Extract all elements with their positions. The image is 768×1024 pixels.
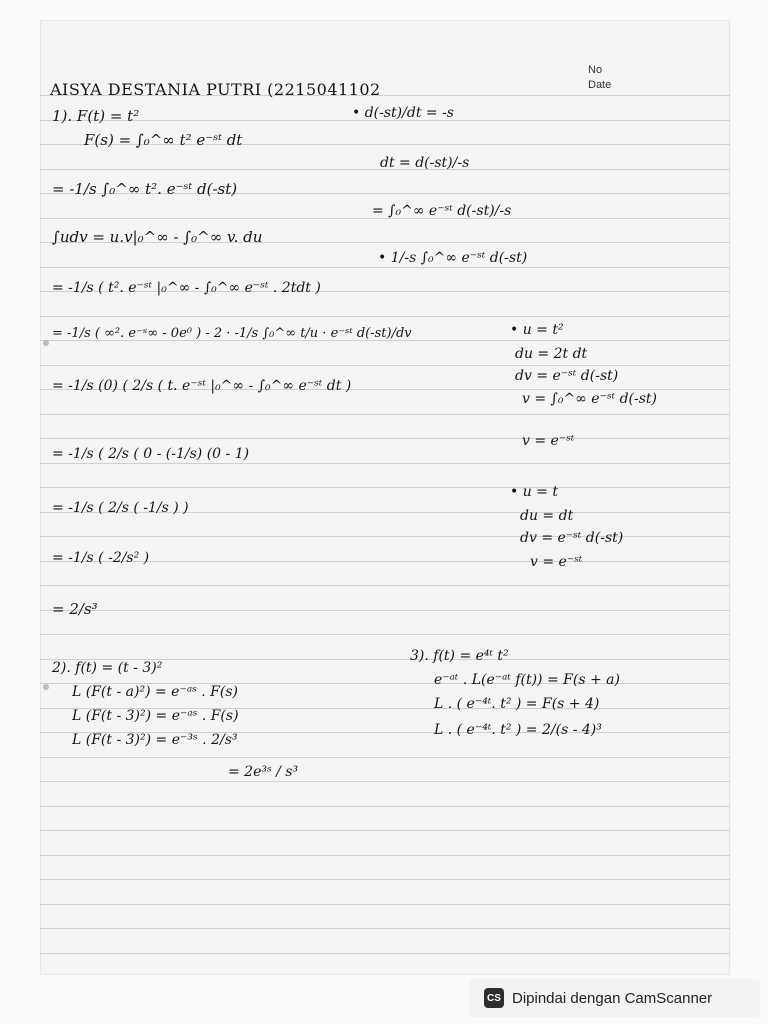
ruled-line <box>40 585 730 586</box>
ruled-line <box>40 463 730 464</box>
sub2-line-4: v = e⁻ˢᵗ <box>530 554 583 570</box>
p3-line-1: 3). f(t) = e⁴ᵗ t² <box>410 648 509 664</box>
sub2-line-2: du = dt <box>520 508 574 524</box>
ruled-line <box>40 365 730 366</box>
p1-line-8: = -1/s ( 2/s ( 0 - (-1/s) (0 - 1) <box>52 446 250 462</box>
p1-line-7: = -1/s (0) ( 2/s ( t. e⁻ˢᵗ |₀^∞ - ∫₀^∞ e⁻ˢᵗ dt ) <box>52 378 352 394</box>
right-line-3: = ∫₀^∞ e⁻ˢᵗ d(-st)/-s <box>372 203 512 219</box>
margin-dot <box>43 340 49 346</box>
ruled-line <box>40 757 730 758</box>
sub2-line-3: dv = e⁻ˢᵗ d(-st) <box>520 530 624 546</box>
sub1-line-5: v = e⁻ˢᵗ <box>522 433 575 449</box>
camscanner-text: Dipindai dengan CamScanner <box>512 989 713 1007</box>
ruled-line <box>40 316 730 317</box>
ruled-line <box>40 806 730 807</box>
camscanner-watermark <box>470 979 760 1017</box>
right-line-1: • d(-st)/dt = -s <box>352 105 454 121</box>
p1-line-5: = -1/s ( t². e⁻ˢᵗ |₀^∞ - ∫₀^∞ e⁻ˢᵗ . 2tdt ) <box>52 280 321 296</box>
p1-line-1: 1). F(t) = t² <box>52 107 140 125</box>
ruled-line <box>40 855 730 856</box>
ruled-line <box>40 438 730 439</box>
no-label: No <box>588 64 603 76</box>
ruled-line <box>40 879 730 880</box>
right-line-2: dt = d(-st)/-s <box>380 155 470 171</box>
p2-line-3: L (F(t - 3)²) = e⁻ᵃˢ . F(s) <box>72 708 239 724</box>
p3-line-3: L . ( e⁻⁴ᵗ. t² ) = F(s + 4) <box>434 696 600 712</box>
p1-line-9: = -1/s ( 2/s ( -1/s ) ) <box>52 500 189 516</box>
author-name: AISYA DESTANIA PUTRI (2215041102 <box>50 80 381 99</box>
p1-line-6: = -1/s ( ∞². e⁻ˢ∞ - 0e⁰ ) - 2 · -1/s ∫₀^∞ t/u · e⁻ˢᵗ d(-st)/dv <box>52 326 412 341</box>
ruled-line <box>40 830 730 831</box>
ruled-line <box>40 904 730 905</box>
ruled-line <box>40 634 730 635</box>
p1-line-11: = 2/s³ <box>52 600 98 618</box>
ruled-line <box>40 610 730 611</box>
ruled-line <box>40 781 730 782</box>
sub2-line-1: • u = t <box>510 484 558 500</box>
date-label: Date <box>588 79 612 91</box>
sub1-line-2: du = 2t dt <box>515 346 588 362</box>
margin-dot <box>43 684 49 690</box>
sub1-line-1: • u = t² <box>510 322 564 338</box>
right-line-4: • 1/-s ∫₀^∞ e⁻ˢᵗ d(-st) <box>378 250 528 266</box>
p1-line-10: = -1/s ( -2/s² ) <box>52 550 150 566</box>
camscanner-logo-icon: CS <box>484 988 504 1008</box>
sub1-line-3: dv = e⁻ˢᵗ d(-st) <box>515 368 619 384</box>
p3-line-4: L . ( e⁻⁴ᵗ. t² ) = 2/(s - 4)³ <box>434 722 602 738</box>
p2-line-2: L (F(t - a)²) = e⁻ᵃˢ . F(s) <box>72 684 238 700</box>
ruled-line <box>40 536 730 537</box>
sub1-line-4: v = ∫₀^∞ e⁻ˢᵗ d(-st) <box>522 391 658 407</box>
p1-line-4: ∫udv = u.v|₀^∞ - ∫₀^∞ v. du <box>52 228 263 246</box>
p2-line-1: 2). f(t) = (t - 3)² <box>52 660 163 676</box>
p1-line-3: = -1/s ∫₀^∞ t². e⁻ˢᵗ d(-st) <box>52 180 238 198</box>
p2-line-4: L (F(t - 3)²) = e⁻³ˢ . 2/s³ <box>72 732 238 748</box>
p3-line-2: e⁻ᵃᵗ . L(e⁻ᵃᵗ f(t)) = F(s + a) <box>434 672 620 688</box>
ruled-line <box>40 928 730 929</box>
ruled-line <box>40 267 730 268</box>
ruled-line <box>40 487 730 488</box>
p2-line-5: = 2e³ˢ / s³ <box>228 764 299 780</box>
ruled-line <box>40 953 730 954</box>
ruled-line <box>40 414 730 415</box>
p1-line-2: F(s) = ∫₀^∞ t² e⁻ˢᵗ dt <box>84 131 243 149</box>
